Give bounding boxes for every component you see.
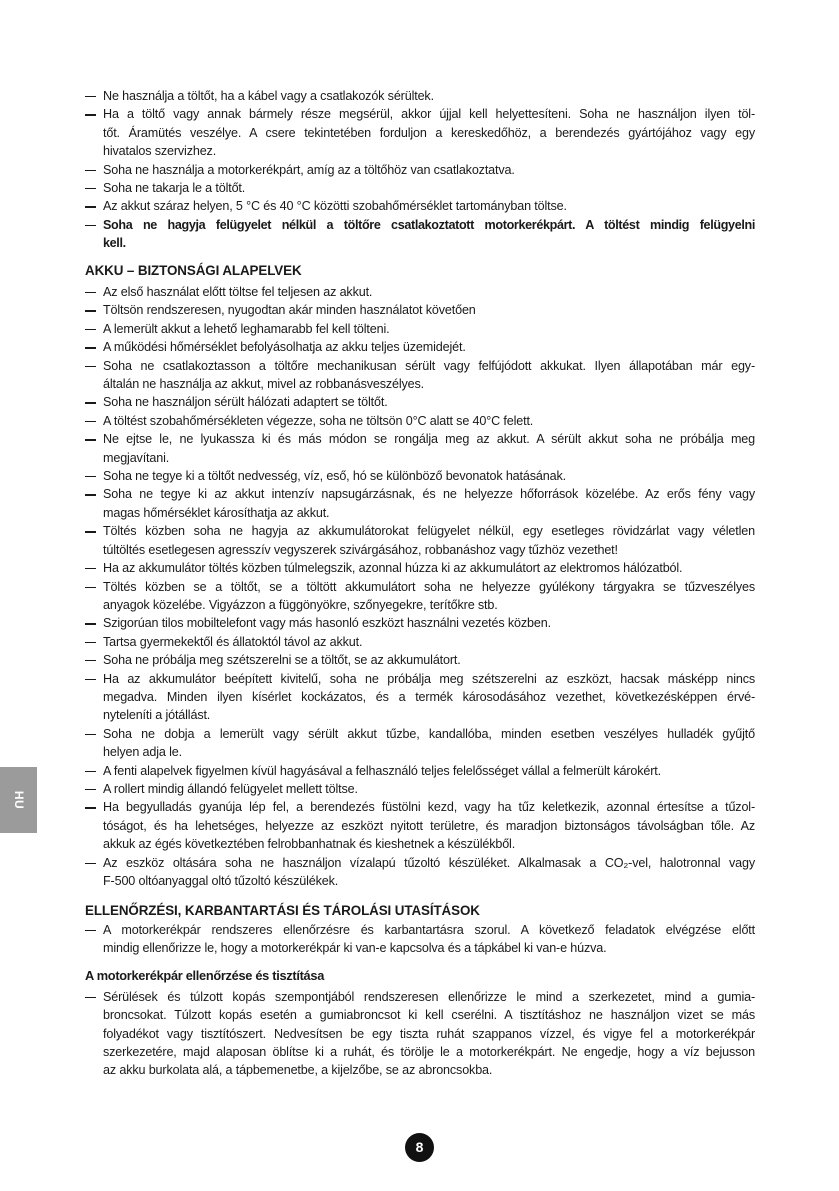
text-line: Sérülések és túlzott kopás szempontjából rendszeresen ellenőrizze le mind a szerkezetet, mind a gumia- <box>103 989 755 1004</box>
list-item <box>85 197 755 215</box>
list-item <box>85 559 755 577</box>
text-line: Az első használat előtt töltse fel teljesen az akkut. <box>103 285 373 299</box>
text-line: A motorkerékpár rendszeres ellenőrzésre és karbantartásra szorul. A következő feladatok elvégzése előtt <box>103 923 755 937</box>
cleaning-list <box>85 988 755 1080</box>
text-line: Töltés közben se a töltőt, se a töltött akkumulátort soha ne helyezze gyúlékony tárgyakra se tűzveszélyes <box>103 579 755 594</box>
text-line: nyteleníti a jótállást. <box>103 708 211 723</box>
cleaning-subheading: A motorkerékpár ellenőrzése és tisztítása <box>85 967 325 983</box>
battery-safety-list <box>85 283 755 890</box>
list-item <box>85 105 755 160</box>
text-line: túltöltés esetlegesen agresszív vegyszerek szivárgásához, robbanáshoz vagy tűzhöz vezethet! <box>103 542 618 557</box>
text-line: Töltés közben soha ne hagyja az akkumulátorokat felügyelet nélkül, egy esetleges rövidzárlat vagy véletlen <box>103 524 755 539</box>
text-line: akkuk az égés következtében felrobbanhatnak és kieshetnek a készülékből. <box>103 837 516 852</box>
text-line: Szigorúan tilos mobiltelefont vagy más hasonló eszközt használni vezetés közben. <box>103 616 551 631</box>
list-item <box>85 87 755 105</box>
text-line: tóságot, és ha lehetséges, helyezze az eszközt nyitott területre, és maradjon biztonságos távolságban tőle. Az <box>103 818 755 833</box>
text-line: Ha az akkumulátor beépített kivitelű, soha ne próbálja meg szétszerelni az eszközt, hacsak másképp nincs <box>103 671 755 686</box>
list-item <box>85 161 755 179</box>
text-line: Ha az akkumulátor töltés közben túlmelegszik, azonnal húzza ki az akkumulátort az elektromos hálózatból. <box>103 561 683 576</box>
text-line: Soha ne hagyja felügyelet nélkül a töltőre csatlakoztatott motorkerékpárt. A töltést mindig felügyelni <box>103 217 755 232</box>
list-item <box>85 320 755 338</box>
list-item <box>85 430 755 467</box>
text-line: Soha ne tegye ki a töltőt nedvesség, víz, eső, hó se különböző bevonatok hatásának. <box>103 469 566 484</box>
maintenance-section <box>85 902 755 1080</box>
text-line: Az eszköz oltására soha ne használjon vízalapú tűzoltó készüléket. Alkalmasak a CO₂-vel, halotronnal vagy <box>103 855 755 870</box>
text-line: Soha ne takarja le a töltőt. <box>103 181 246 196</box>
text-line: anyagok közelébe. Vigyázzon a függönyökre, szőnyegekre, terítőkre stb. <box>103 597 498 612</box>
text-line: Ha a töltő vagy annak bármely része megsérül, akkor újjal kell helyettesíteni. Soha ne használjon ilyen töl- <box>103 107 755 122</box>
text-line: Soha ne próbálja meg szétszerelni se a töltőt, se az akkumulátort. <box>103 653 461 668</box>
list-item <box>85 283 755 301</box>
charger-safety-list <box>85 87 755 253</box>
text-line: szerkezetére, majd alaposan öblítse ki a ruhát, és törölje le a motorkerékpárt. Ne engedje, hogy a víz bejusson <box>103 1045 755 1060</box>
text-line: megjavítani. <box>103 450 170 465</box>
list-item <box>85 614 755 632</box>
text-line: tőt. Áramütés veszélye. A csere tekintetében forduljon a kereskedőhöz, a berendezés gyártójához vagy egy <box>103 125 755 140</box>
text-line: broncsokat. Túlzott kopás esetén a gumiabroncsot ki kell cserélni. A tisztításhoz ne használjon vizet se más <box>103 1008 755 1023</box>
list-item <box>85 179 755 197</box>
list-item <box>85 798 755 853</box>
text-line: Soha ne dobja a lemerült vagy sérült akkut tűzbe, kandallóba, minden esetben veszélyes hulladék gyűjtő <box>103 726 755 741</box>
text-line: A lemerült akkut a lehető leghamarabb fel kell tölteni. <box>103 321 390 336</box>
text-line: A töltést szobahőmérsékleten végezze, soha ne töltsön 0°C alatt se 40°C felett. <box>103 413 534 428</box>
text-line: A rollert mindig állandó felügyelet mellett töltse. <box>103 781 358 796</box>
list-item <box>85 216 755 253</box>
list-item <box>85 578 755 615</box>
list-item <box>85 485 755 522</box>
text-line: az akku burkolata alá, a tápbemenetbe, a kijelzőbe, se az abroncsokba. <box>103 1063 493 1078</box>
maintenance-heading: ELLENŐRZÉSI, KARBANTARTÁSI ÉS TÁROLÁSI UTASÍTÁSOK <box>85 903 480 918</box>
text-line: Töltsön rendszeresen, nyugodtan akár minden használatot követően <box>103 303 476 318</box>
list-item <box>85 988 755 1080</box>
list-item <box>85 854 755 891</box>
list-item <box>85 762 755 780</box>
text-line: Ne használja a töltőt, ha a kábel vagy a csatlakozók sérültek. <box>103 89 434 103</box>
text-line: általán ne használja az akkut, mivel az robbanásveszélyes. <box>103 377 425 392</box>
list-item <box>85 393 755 411</box>
text-line: A működési hőmérséklet befolyásolhatja az akku teljes üzemidejét. <box>103 340 466 355</box>
text-line: Soha ne csatlakoztasson a töltőre mechanikusan sérült vagy felfújódott akkukat. Ilyen állapotában már egy- <box>103 358 755 373</box>
list-item <box>85 725 755 762</box>
battery-section <box>85 262 755 890</box>
list-item <box>85 301 755 319</box>
text-line: folyadékot vagy tisztítószert. Nedvesítsen be egy tiszta ruhát szappanos vízzel, és vigye fel a motorkerékpár <box>103 1026 755 1041</box>
text-line: A fenti alapelvek figyelmen kívül hagyásával a felhasználó teljes felelősséget vállal a felmerült károkért. <box>103 763 661 778</box>
text-line: mindig ellenőrizze le, hogy a motorkerékpár ki van-e kapcsolva és a tápkábel ki van-e húzva. <box>103 941 607 956</box>
text-line: Ha begyulladás gyanúja lép fel, a berendezés füstölni kezd, vagy ha tűz keletkezik, azonnal értesítse a tűzol- <box>103 800 755 815</box>
text-line: kell. <box>103 236 126 251</box>
text-line: Ne ejtse le, ne lyukassza ki és más módon se rongálja meg az akkut. A sérült akkut soha ne próbálja meg <box>103 432 755 447</box>
list-item <box>85 467 755 485</box>
text-line: Soha ne használjon sérült hálózati adaptert se töltőt. <box>103 395 388 410</box>
language-tab-label: HU <box>11 790 26 810</box>
text-line: helyen adja le. <box>103 745 182 760</box>
text-line: Soha ne használja a motorkerékpárt, amíg az a töltőhöz van csatlakoztatva. <box>103 162 515 177</box>
text-line: hivatalos szervizhez. <box>103 144 217 159</box>
text-line: megadva. Minden ilyen kísérlet kockázatos, és a termék károsodásához vezethet, következésképpen érvé- <box>103 689 755 704</box>
maintenance-list <box>85 921 755 958</box>
text-line: Tartsa gyermekektől és állatoktól távol az akkut. <box>103 634 363 649</box>
list-item <box>85 651 755 669</box>
list-item <box>85 338 755 356</box>
battery-safety-heading: AKKU – BIZTONSÁGI ALAPELVEK <box>85 263 302 278</box>
list-item <box>85 670 755 725</box>
list-item <box>85 357 755 394</box>
text-line: Az akkut száraz helyen, 5 °C és 40 °C közötti szobahőmérséklet tartományban töltse. <box>103 199 567 214</box>
text-line: Soha ne tegye ki az akkut intenzív napsugárzásnak, és ne helyezze hőforrások közelébe. Az erős fény vagy <box>103 487 755 502</box>
list-item <box>85 412 755 430</box>
list-item <box>85 633 755 651</box>
text-line: F-500 oltóanyaggal oltó tűzoltó készülékek. <box>103 874 339 888</box>
list-item <box>85 780 755 798</box>
text-line: magas hőmérséklet károsíthatja az akkut. <box>103 505 330 520</box>
list-item <box>85 522 755 559</box>
language-tab <box>0 767 37 833</box>
page-number: 8 <box>405 1133 434 1162</box>
list-item <box>85 921 755 958</box>
